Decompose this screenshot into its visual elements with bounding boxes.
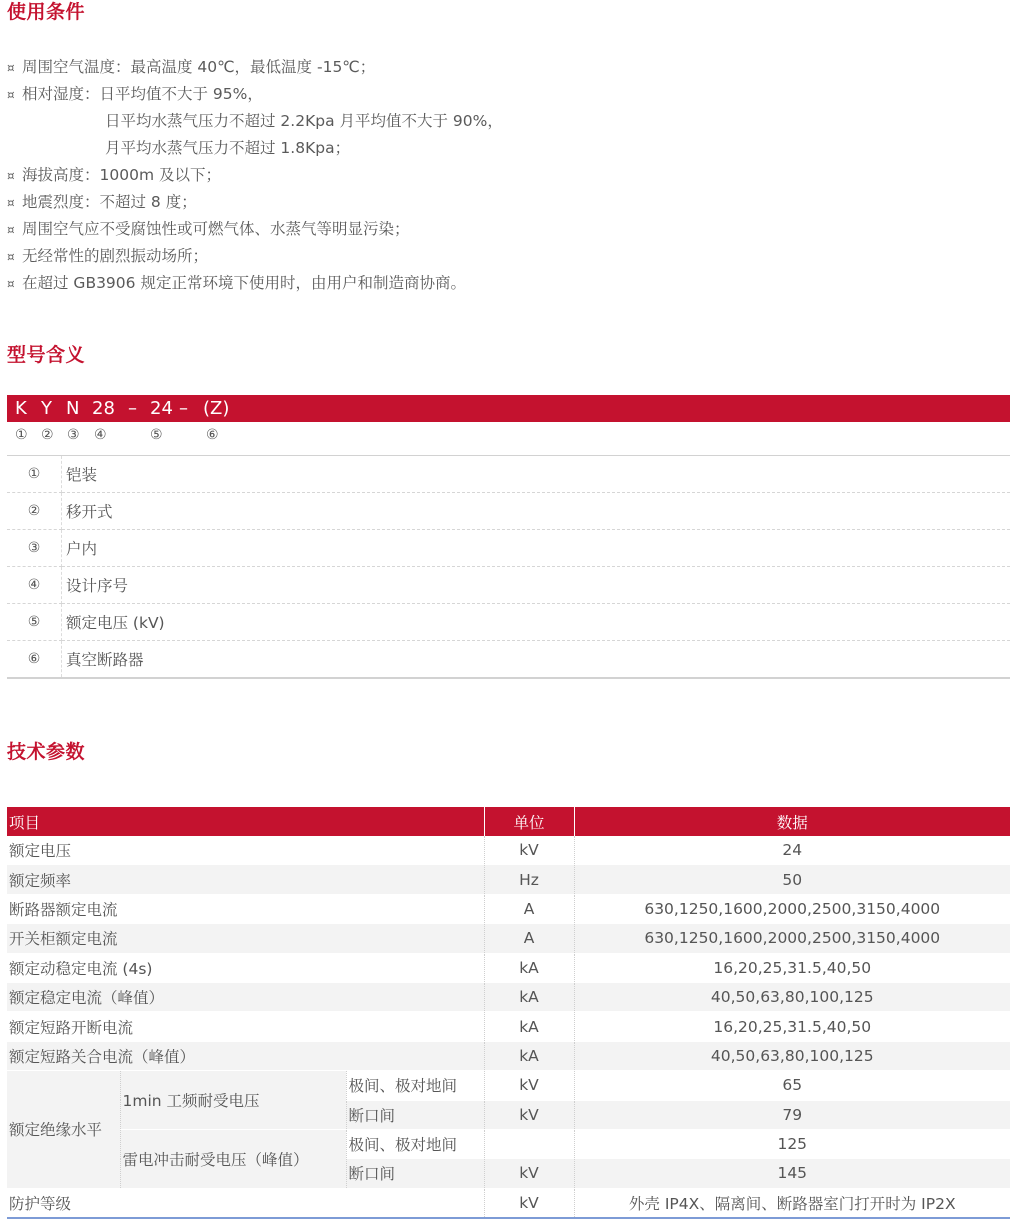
condition-item: ¤ 海拔高度：1000m 及以下；	[7, 162, 1007, 189]
model-meaning-table	[7, 455, 1010, 679]
condition-item: ¤ 无经常性的剧烈振动场所；	[7, 243, 1007, 270]
conditions-title: 使用条件	[7, 1, 86, 23]
model-mark: ⑤	[150, 427, 163, 443]
model-mark: ①	[15, 427, 28, 443]
specs-title: 技术参数	[7, 741, 86, 763]
condition-item: ¤ 相对湿度：日平均值不大于 95%，	[7, 81, 1007, 108]
table-row: 额定频率 Hz 50	[7, 865, 1010, 894]
model-mark: ④	[94, 427, 107, 443]
table-row: 断路器额定电流 A 630,1250,1600,2000,2500,3150,4000	[7, 894, 1010, 923]
bullet-icon: ¤	[7, 277, 15, 291]
condition-item: ¤ 在超过 GB3906 规定正常环境下使用时，由用户和制造商协商。	[7, 270, 1007, 297]
condition-item: ¤ 周围空气应不受腐蚀性或可燃气体、水蒸气等明显污染；	[7, 216, 1007, 243]
model-mark: ③	[67, 427, 80, 443]
insulation-group: 雷电冲击耐受电压（峰值）	[120, 1129, 346, 1188]
table-row: 断口间 kV 145	[7, 1159, 1010, 1188]
model-code-bar	[7, 395, 1010, 422]
model-part: K	[15, 398, 27, 419]
table-row: 额定短路关合电流（峰值） kA 40,50,63,80,100,125	[7, 1041, 1010, 1070]
meaning-row: ⑥ 真空断路器	[7, 641, 1010, 679]
meaning-row: ② 移开式	[7, 493, 1010, 530]
model-marks-row	[7, 424, 1010, 446]
bullet-icon: ¤	[7, 88, 15, 102]
bullet-icon: ¤	[7, 196, 15, 210]
table-row: 额定短路开断电流 kA 16,20,25,31.5,40,50	[7, 1012, 1010, 1041]
header-item: 项目	[7, 807, 484, 836]
header-unit: 单位	[484, 807, 574, 836]
model-part: –	[128, 398, 137, 419]
meaning-row: ④ 设计序号	[7, 567, 1010, 604]
model-title: 型号含义	[7, 344, 86, 366]
insulation-item: 额定绝缘水平	[7, 1071, 120, 1189]
condition-item-continued: 月平均水蒸气压力不超过 1.8Kpa；	[105, 139, 351, 157]
meaning-row: ③ 户内	[7, 530, 1010, 567]
table-row: 额定电压 kV 24	[7, 836, 1010, 865]
bullet-icon: ¤	[7, 169, 15, 183]
table-row: 雷电冲击耐受电压（峰值） 极间、极对地间 125	[7, 1129, 1010, 1158]
meaning-row: ① 铠装	[7, 456, 1010, 493]
conditions-list	[7, 54, 1007, 297]
specs-header-row	[7, 807, 1010, 836]
insulation-group: 1min 工频耐受电压	[120, 1071, 346, 1130]
model-part: (Z)	[203, 398, 230, 419]
table-row: 防护等级 kV 外壳 IP4X、隔离间、断路器室门打开时为 IP2X	[7, 1188, 1010, 1218]
bullet-icon: ¤	[7, 61, 15, 75]
model-part: 24	[150, 398, 173, 419]
table-row: 额定稳定电流（峰值） kA 40,50,63,80,100,125	[7, 982, 1010, 1011]
bullet-icon: ¤	[7, 223, 15, 237]
bullet-icon: ¤	[7, 250, 15, 264]
table-row: 断口间 kV 79	[7, 1100, 1010, 1129]
model-part: N	[66, 398, 80, 419]
condition-item: ¤ 地震烈度：不超过 8 度；	[7, 189, 1007, 216]
condition-item-continued: 日平均水蒸气压力不超过 2.2Kpa 月平均值不大于 90%，	[105, 112, 503, 130]
table-row: 额定绝缘水平 1min 工频耐受电压 极间、极对地间 kV 65	[7, 1071, 1010, 1100]
model-part: Y	[41, 398, 52, 419]
model-part: 28	[92, 398, 115, 419]
table-row: 额定动稳定电流 (4s) kA 16,20,25,31.5,40,50	[7, 953, 1010, 982]
table-row: 开关柜额定电流 A 630,1250,1600,2000,2500,3150,4000	[7, 924, 1010, 953]
model-mark: ②	[41, 427, 54, 443]
condition-item: ¤ 周围空气温度：最高温度 40℃，最低温度 -15℃；	[7, 54, 1007, 81]
model-mark: ⑥	[206, 427, 219, 443]
specs-table	[7, 807, 1010, 1219]
model-part: –	[179, 398, 188, 419]
meaning-row: ⑤ 额定电压 (kV)	[7, 604, 1010, 641]
header-data: 数据	[574, 807, 1010, 836]
